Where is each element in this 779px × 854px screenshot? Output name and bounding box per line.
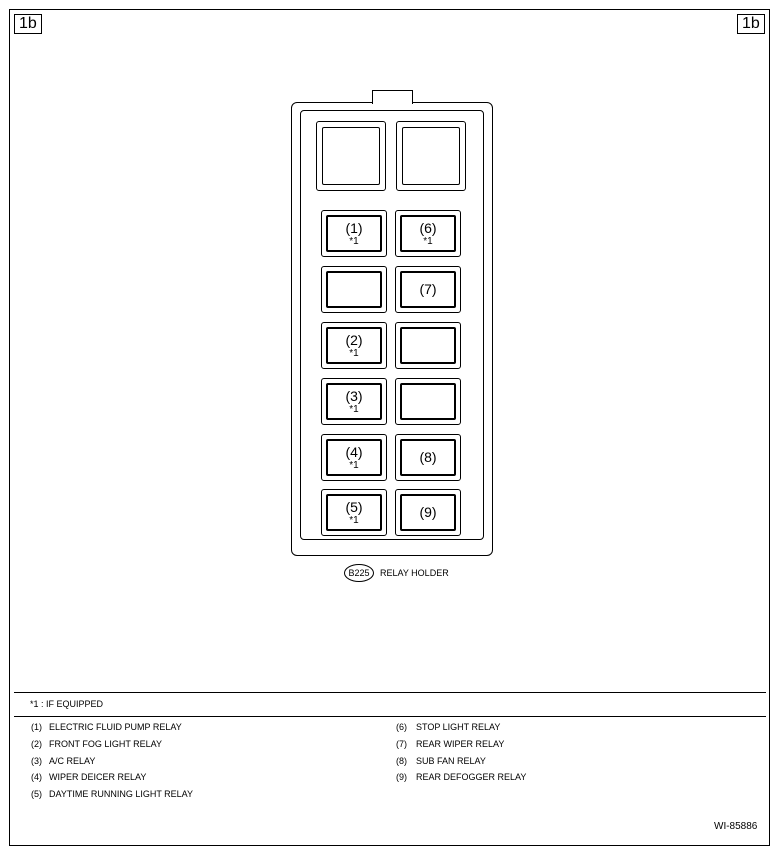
relay-label: (8) <box>419 449 437 465</box>
connector-code-badge: B225 <box>344 564 374 582</box>
legend-item: (8) SUB FAN RELAY <box>396 755 486 766</box>
footnote: *1 : IF EQUIPPED <box>30 699 104 709</box>
relay-label: (5) <box>345 498 363 515</box>
legend-item: (3) A/C RELAY <box>31 755 96 766</box>
relay-label: (4) <box>345 443 363 460</box>
relay-slot-2 <box>321 322 387 369</box>
legend-item: (2) FRONT FOG LIGHT RELAY <box>31 738 163 749</box>
large-slot-left <box>316 121 386 191</box>
relay-slot-1 <box>321 210 387 257</box>
relay-note: *1 <box>349 459 359 471</box>
divider-top <box>14 692 766 693</box>
legend-item: (1) ELECTRIC FLUID PUMP RELAY <box>31 722 182 732</box>
relay-slot-3 <box>321 378 387 425</box>
legend-item: (7) REAR WIPER RELAY <box>396 738 505 749</box>
relay-slot-5 <box>321 489 387 536</box>
large-slot-right <box>396 121 466 191</box>
relay-note: *1 <box>349 514 359 526</box>
page-tag-left: 1b <box>14 14 42 34</box>
legend-item: (5) DAYTIME RUNNING LIGHT RELAY <box>31 789 194 800</box>
legend-item: (6) STOP LIGHT RELAY <box>396 722 501 732</box>
legend-left <box>31 722 193 806</box>
relay-slot-empty <box>321 266 387 313</box>
relay-slot-7 <box>395 266 461 313</box>
legend-item: (9) REAR DEFOGGER RELAY <box>396 772 527 783</box>
page-tag-right: 1b <box>737 14 765 34</box>
figure-code: WI-85886 <box>714 821 758 832</box>
divider-middle <box>14 716 766 717</box>
relay-slot-empty <box>395 378 461 425</box>
relay-note: *1 <box>349 235 359 247</box>
relay-label: (6) <box>419 219 437 236</box>
legend-right <box>396 722 526 789</box>
relay-label: (1) <box>345 219 363 236</box>
relay-slot-9 <box>395 489 461 536</box>
diagram-caption <box>344 563 449 583</box>
relay-label: (2) <box>345 331 363 348</box>
relay-slot-4 <box>321 434 387 481</box>
relay-slot-8 <box>395 434 461 481</box>
relay-note: *1 <box>423 235 433 247</box>
legend-item: (4) WIPER DEICER RELAY <box>31 772 147 783</box>
relay-slot-empty <box>395 322 461 369</box>
relay-note: *1 <box>349 403 359 415</box>
relay-label: (3) <box>345 387 363 404</box>
relay-label: (7) <box>419 281 437 297</box>
caption-text: RELAY HOLDER <box>380 568 449 578</box>
relay-slot-6 <box>395 210 461 257</box>
relay-label: (9) <box>419 504 437 520</box>
relay-note: *1 <box>349 347 359 359</box>
